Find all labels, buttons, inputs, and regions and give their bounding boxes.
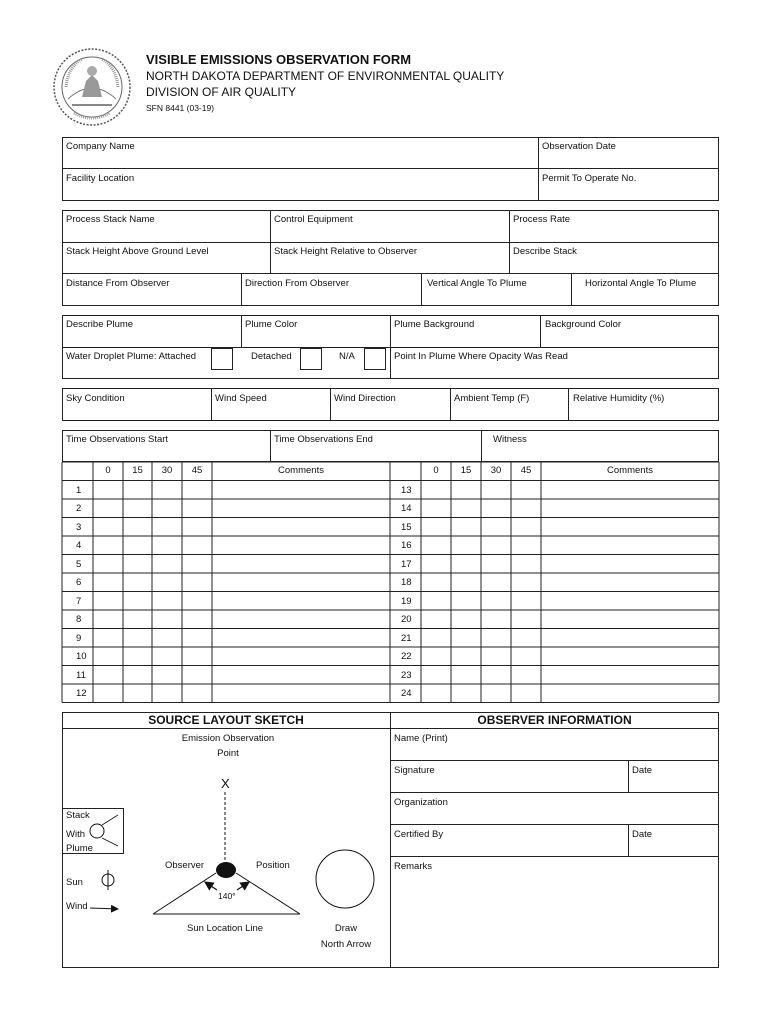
na-label: N/A [339,351,355,362]
company-name-field[interactable]: Company Name [66,141,135,152]
stack-label: Stack [66,810,90,821]
describe-stack-field[interactable]: Describe Stack [513,246,577,257]
row-number-right: 23 [401,669,412,681]
observation-date-field[interactable]: Observation Date [542,141,616,152]
name-print-field[interactable]: Name (Print) [394,733,448,744]
signature-field[interactable]: Signature [394,765,435,776]
row-number-left: 12 [76,688,87,699]
point-in-plume-field[interactable]: Point In Plume Where Opacity Was Read [394,351,568,362]
row-number-left: 3 [76,521,82,533]
row-number-right: 15 [401,521,412,533]
emission-point-label: Emission Observation [181,733,275,744]
column-header-right-45: 45 [520,465,532,476]
observer-info-title: OBSERVER INFORMATION [477,713,632,727]
stack-height-observer-field[interactable]: Stack Height Relative to Observer [274,246,418,257]
state-seal-logo [52,47,132,127]
column-header-left-15: 15 [132,465,143,476]
row-number-left: 2 [76,503,82,514]
row-number-left: 4 [76,540,82,551]
with-label: With [66,829,85,840]
sky-condition-field[interactable]: Sky Condition [66,393,125,404]
plume-label: Plume [66,843,93,854]
background-color-field[interactable]: Background Color [545,319,622,330]
remarks-field[interactable]: Remarks [394,861,433,872]
vertical-angle-field[interactable]: Vertical Angle To Plume [427,278,527,289]
sketch-title: SOURCE LAYOUT SKETCH [148,713,304,727]
angle-label: 140° [218,891,236,901]
witness-field[interactable]: Witness [493,434,527,445]
emission-point-label-2: Point [217,748,239,759]
comments-header-left: Comments [278,465,324,476]
column-header-right-30: 30 [490,465,502,476]
time-start-field[interactable]: Time Observations Start [66,434,169,445]
form-number: SFN 8441 (03-19) [146,103,215,113]
permit-no-field[interactable]: Permit To Operate No. [542,173,637,184]
process-rate-field[interactable]: Process Rate [513,214,571,225]
plume-color-field[interactable]: Plume Color [245,319,298,330]
emission-x-mark: X [221,776,230,791]
row-number-left: 7 [76,595,82,607]
row-number-left: 5 [76,558,82,570]
row-number-right: 18 [401,577,412,588]
row-number-right: 14 [401,503,412,514]
plume-background-field[interactable]: Plume Background [394,319,475,330]
row-number-right: 19 [401,595,412,607]
direction-from-observer-field[interactable]: Direction From Observer [245,278,349,289]
distance-from-observer-field[interactable]: Distance From Observer [66,278,170,289]
column-header-left-0: 0 [105,465,111,476]
certified-by-field[interactable]: Certified By [394,829,444,840]
column-header-left-30: 30 [161,465,173,476]
row-number-right: 24 [401,688,412,699]
draw-label: Draw [334,923,358,934]
na-checkbox[interactable] [364,348,386,370]
process-stack-name-field[interactable]: Process Stack Name [66,214,155,225]
water-droplet-label: Water Droplet Plume: Attached [66,351,197,362]
ambient-temp-field[interactable]: Ambient Temp (F) [454,393,530,404]
row-number-left: 11 [76,669,86,681]
control-equipment-field[interactable]: Control Equipment [274,214,353,225]
row-number-left: 8 [76,614,82,625]
describe-plume-field[interactable]: Describe Plume [66,319,134,330]
certified-date-field[interactable]: Date [632,829,653,840]
row-number-right: 22 [401,651,412,662]
observer-label: Observer [165,860,205,871]
row-number-left: 10 [76,651,87,662]
time-end-field[interactable]: Time Observations End [274,434,373,445]
stack-height-ground-field[interactable]: Stack Height Above Ground Level [66,246,209,257]
row-number-left: 6 [76,577,82,588]
row-number-right: 16 [401,540,412,551]
detached-label: Detached [251,351,292,362]
form-title: VISIBLE EMISSIONS OBSERVATION FORM [146,52,412,67]
division-name: DIVISION OF AIR QUALITY [146,85,297,99]
attached-checkbox[interactable] [211,348,233,370]
section-company [62,137,719,201]
column-header-right-0: 0 [433,465,439,476]
column-header-right-15: 15 [460,465,472,476]
row-number-right: 21 [401,632,412,644]
organization-field[interactable]: Organization [394,797,448,808]
wind-direction-field[interactable]: Wind Direction [334,393,396,404]
horizontal-angle-field[interactable]: Horizontal Angle To Plume [585,278,697,289]
north-arrow-label: North Arrow [320,939,372,950]
row-number-left: 9 [76,632,82,644]
column-header-left-45: 45 [191,465,203,476]
row-number-left: 1 [76,484,82,496]
row-number-right: 17 [401,558,412,570]
facility-location-field[interactable]: Facility Location [66,173,135,184]
row-number-right: 20 [401,614,412,625]
wind-label: Wind [66,901,88,912]
department-name: NORTH DAKOTA DEPARTMENT OF ENVIRONMENTAL QUALITY [146,69,505,83]
detached-checkbox[interactable] [300,348,322,370]
sun-location-line-label: Sun Location Line [187,923,264,934]
comments-header-right: Comments [607,465,653,476]
position-label: Position [256,860,290,871]
section-stack [62,210,719,306]
signature-date-field[interactable]: Date [632,765,653,776]
row-number-right: 13 [401,484,412,496]
relative-humidity-field[interactable]: Relative Humidity (%) [573,393,665,404]
sun-label: Sun [66,877,83,888]
wind-speed-field[interactable]: Wind Speed [215,393,267,404]
